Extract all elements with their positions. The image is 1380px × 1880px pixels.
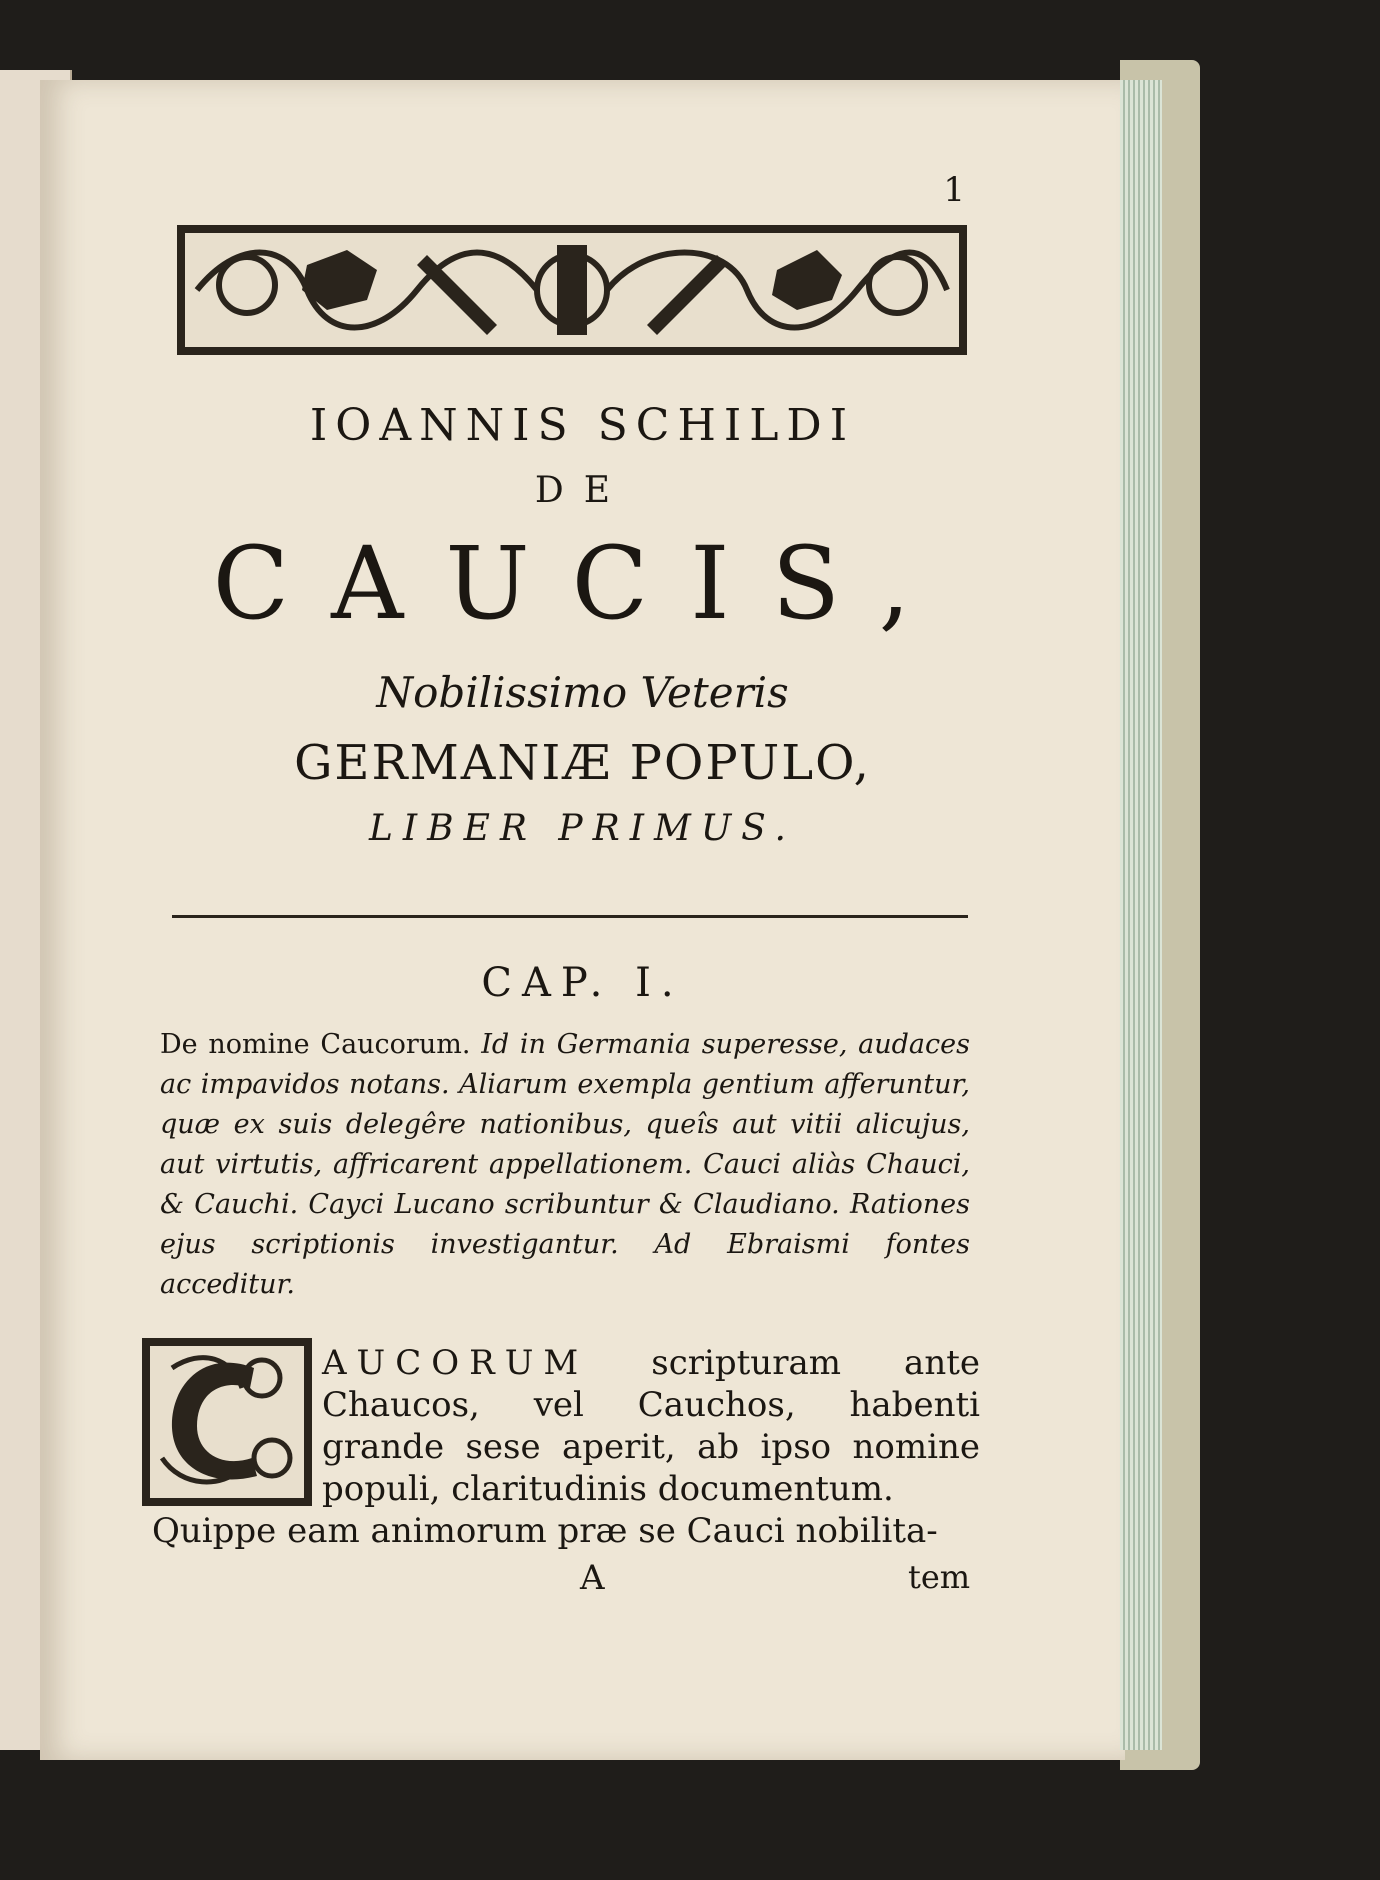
subtitle-people: GERMANIÆ POPULO, [294, 735, 871, 791]
catchword: tem [908, 1558, 971, 1596]
title-preposition: DE [534, 470, 631, 511]
chapter-heading: CAP. I. [481, 960, 684, 1006]
horizontal-rule [172, 915, 968, 918]
decorative-headpiece-icon [177, 225, 967, 355]
book-title: CAUCIS, [212, 525, 953, 642]
body-paragraph [322, 1342, 980, 1510]
summary-italic: Id in Germania superesse, audaces ac impavidos notans. Aliarum exempla gentium afferuntur, quæ ex suis delegêre nationibus, queîs aut vitii alicujus, aut virtutis, affricarent appellationem. Cauci aliàs Chauci, & Cauchi. Cayci Lucano scribuntur & Claudiano. Rationes ejus scriptionis investigantur. Ad Ebraismi fontes acceditur. [160, 1029, 970, 1300]
book-label: LIBER PRIMUS. [369, 808, 796, 849]
signature-mark: A [580, 1558, 605, 1598]
page-content [40, 80, 1125, 1760]
body-text: scripturam ante Chaucos, vel Cauchos, habenti grande sese aperit, ab ipso nomine populi, claritudinis documentum. [322, 1343, 981, 1509]
summary-lead: De nomine Caucorum. [160, 1029, 471, 1060]
page-number: 1 [943, 170, 965, 210]
body-smallcaps: AUCORUM [322, 1343, 589, 1383]
decorated-initial-icon [142, 1338, 312, 1506]
book-page [40, 80, 1125, 1760]
chapter-summary [160, 1025, 970, 1305]
body-continuation: Quippe eam animorum præ se Cauci nobilita- [152, 1511, 938, 1551]
subtitle: Nobilissimo Veteris [376, 668, 789, 717]
author-name: IOANNIS SCHILDI [309, 400, 856, 451]
page-edges [1120, 80, 1162, 1750]
